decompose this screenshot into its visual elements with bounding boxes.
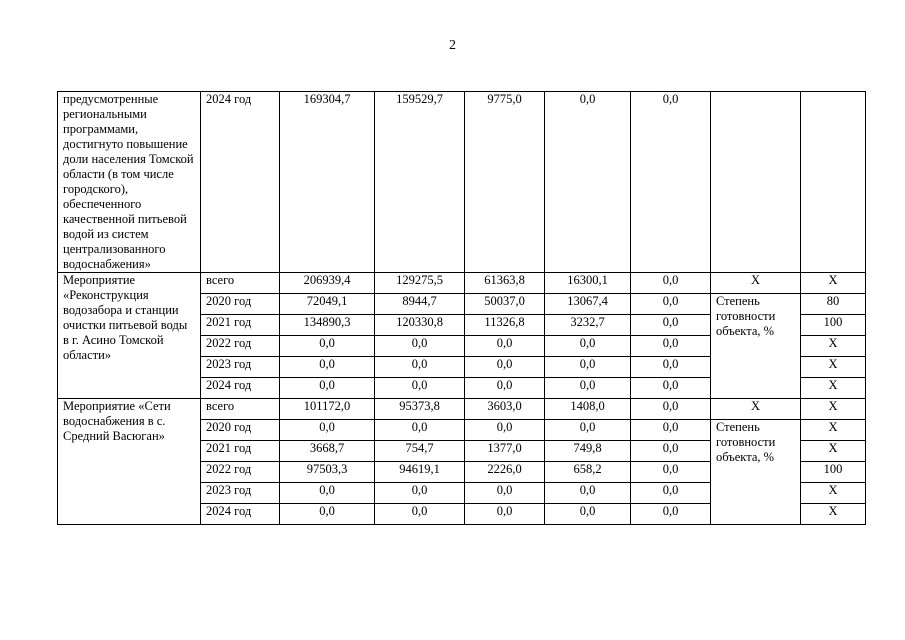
total-cell: 101172,0 bbox=[280, 399, 375, 420]
total-cell: 0,0 bbox=[280, 420, 375, 441]
value-cell: Х bbox=[801, 420, 866, 441]
table-row bbox=[58, 273, 866, 294]
total-cell: 72049,1 bbox=[280, 294, 375, 315]
value-cell: Х bbox=[801, 441, 866, 462]
federal-cell: 754,7 bbox=[375, 441, 465, 462]
federal-cell: 0,0 bbox=[375, 357, 465, 378]
value-cell: Х bbox=[801, 504, 866, 525]
total-cell: 134890,3 bbox=[280, 315, 375, 336]
federal-cell: 0,0 bbox=[375, 504, 465, 525]
year-cell: 2021 год bbox=[201, 441, 280, 462]
local-cell: 658,2 bbox=[545, 462, 631, 483]
regional-cell: 3603,0 bbox=[465, 399, 545, 420]
other-cell: 0,0 bbox=[631, 336, 711, 357]
year-cell: 2022 год bbox=[201, 336, 280, 357]
value-cell: Х bbox=[801, 336, 866, 357]
federal-cell: 129275,5 bbox=[375, 273, 465, 294]
local-cell: 0,0 bbox=[545, 420, 631, 441]
local-cell: 0,0 bbox=[545, 378, 631, 399]
year-cell: всего bbox=[201, 273, 280, 294]
value-cell: 80 bbox=[801, 294, 866, 315]
regional-cell: 0,0 bbox=[465, 504, 545, 525]
federal-cell: 0,0 bbox=[375, 420, 465, 441]
local-cell: 749,8 bbox=[545, 441, 631, 462]
total-cell: 97503,3 bbox=[280, 462, 375, 483]
indicator-name: Степень готовности объекта, % bbox=[711, 294, 801, 399]
federal-cell: 94619,1 bbox=[375, 462, 465, 483]
year-cell: 2024 год bbox=[201, 92, 280, 273]
year-cell: 2023 год bbox=[201, 357, 280, 378]
regional-cell: 9775,0 bbox=[465, 92, 545, 273]
year-cell: всего bbox=[201, 399, 280, 420]
other-cell: 0,0 bbox=[631, 399, 711, 420]
regional-cell: 11326,8 bbox=[465, 315, 545, 336]
table-row bbox=[58, 92, 866, 273]
regional-cell: 61363,8 bbox=[465, 273, 545, 294]
value-cell bbox=[801, 92, 866, 273]
activity-description: Мероприятие «Сети водоснабжения в с. Средний Васюган» bbox=[58, 399, 201, 525]
year-cell: 2022 год bbox=[201, 462, 280, 483]
local-cell: 16300,1 bbox=[545, 273, 631, 294]
regional-cell: 0,0 bbox=[465, 336, 545, 357]
value-cell: Х bbox=[801, 273, 866, 294]
local-cell: 0,0 bbox=[545, 336, 631, 357]
total-cell: 0,0 bbox=[280, 504, 375, 525]
local-cell: 0,0 bbox=[545, 357, 631, 378]
local-cell: 13067,4 bbox=[545, 294, 631, 315]
indicator-cell: Х bbox=[711, 399, 801, 420]
other-cell: 0,0 bbox=[631, 378, 711, 399]
total-cell: 206939,4 bbox=[280, 273, 375, 294]
year-cell: 2020 год bbox=[201, 294, 280, 315]
federal-cell: 8944,7 bbox=[375, 294, 465, 315]
value-cell: Х bbox=[801, 357, 866, 378]
total-cell: 3668,7 bbox=[280, 441, 375, 462]
activity-description: Мероприятие «Реконструкция водозабора и станции очистки питьевой воды в г. Асино Томской области» bbox=[58, 273, 201, 399]
local-cell: 3232,7 bbox=[545, 315, 631, 336]
year-cell: 2023 год bbox=[201, 483, 280, 504]
indicator-cell bbox=[711, 92, 801, 273]
total-cell: 0,0 bbox=[280, 483, 375, 504]
indicator-name: Степень готовности объекта, % bbox=[711, 420, 801, 525]
regional-cell: 0,0 bbox=[465, 378, 545, 399]
federal-cell: 120330,8 bbox=[375, 315, 465, 336]
other-cell: 0,0 bbox=[631, 357, 711, 378]
activity-description: предусмотренные региональными программами, достигнуто повышение доли населения Томской области (в том числе городского), обеспеченного качественной питьевой водой из систем централизованного водоснабжения» bbox=[58, 92, 201, 273]
regional-cell: 50037,0 bbox=[465, 294, 545, 315]
page-number: 2 bbox=[449, 38, 456, 53]
value-cell: Х bbox=[801, 483, 866, 504]
other-cell: 0,0 bbox=[631, 441, 711, 462]
other-cell: 0,0 bbox=[631, 504, 711, 525]
regional-cell: 0,0 bbox=[465, 357, 545, 378]
regional-cell: 2226,0 bbox=[465, 462, 545, 483]
local-cell: 0,0 bbox=[545, 504, 631, 525]
federal-cell: 0,0 bbox=[375, 378, 465, 399]
local-cell: 0,0 bbox=[545, 92, 631, 273]
other-cell: 0,0 bbox=[631, 92, 711, 273]
federal-cell: 95373,8 bbox=[375, 399, 465, 420]
year-cell: 2024 год bbox=[201, 504, 280, 525]
value-cell: 100 bbox=[801, 462, 866, 483]
total-cell: 169304,7 bbox=[280, 92, 375, 273]
regional-cell: 0,0 bbox=[465, 483, 545, 504]
value-cell: 100 bbox=[801, 315, 866, 336]
local-cell: 0,0 bbox=[545, 483, 631, 504]
total-cell: 0,0 bbox=[280, 357, 375, 378]
total-cell: 0,0 bbox=[280, 336, 375, 357]
year-cell: 2020 год bbox=[201, 420, 280, 441]
value-cell: Х bbox=[801, 378, 866, 399]
year-cell: 2024 год bbox=[201, 378, 280, 399]
total-cell: 0,0 bbox=[280, 378, 375, 399]
regional-cell: 1377,0 bbox=[465, 441, 545, 462]
other-cell: 0,0 bbox=[631, 483, 711, 504]
other-cell: 0,0 bbox=[631, 420, 711, 441]
value-cell: Х bbox=[801, 399, 866, 420]
table-row bbox=[58, 399, 866, 420]
indicator-cell: Х bbox=[711, 273, 801, 294]
other-cell: 0,0 bbox=[631, 273, 711, 294]
other-cell: 0,0 bbox=[631, 462, 711, 483]
regional-cell: 0,0 bbox=[465, 420, 545, 441]
budget-table bbox=[57, 91, 866, 525]
federal-cell: 159529,7 bbox=[375, 92, 465, 273]
other-cell: 0,0 bbox=[631, 294, 711, 315]
year-cell: 2021 год bbox=[201, 315, 280, 336]
federal-cell: 0,0 bbox=[375, 336, 465, 357]
federal-cell: 0,0 bbox=[375, 483, 465, 504]
other-cell: 0,0 bbox=[631, 315, 711, 336]
local-cell: 1408,0 bbox=[545, 399, 631, 420]
